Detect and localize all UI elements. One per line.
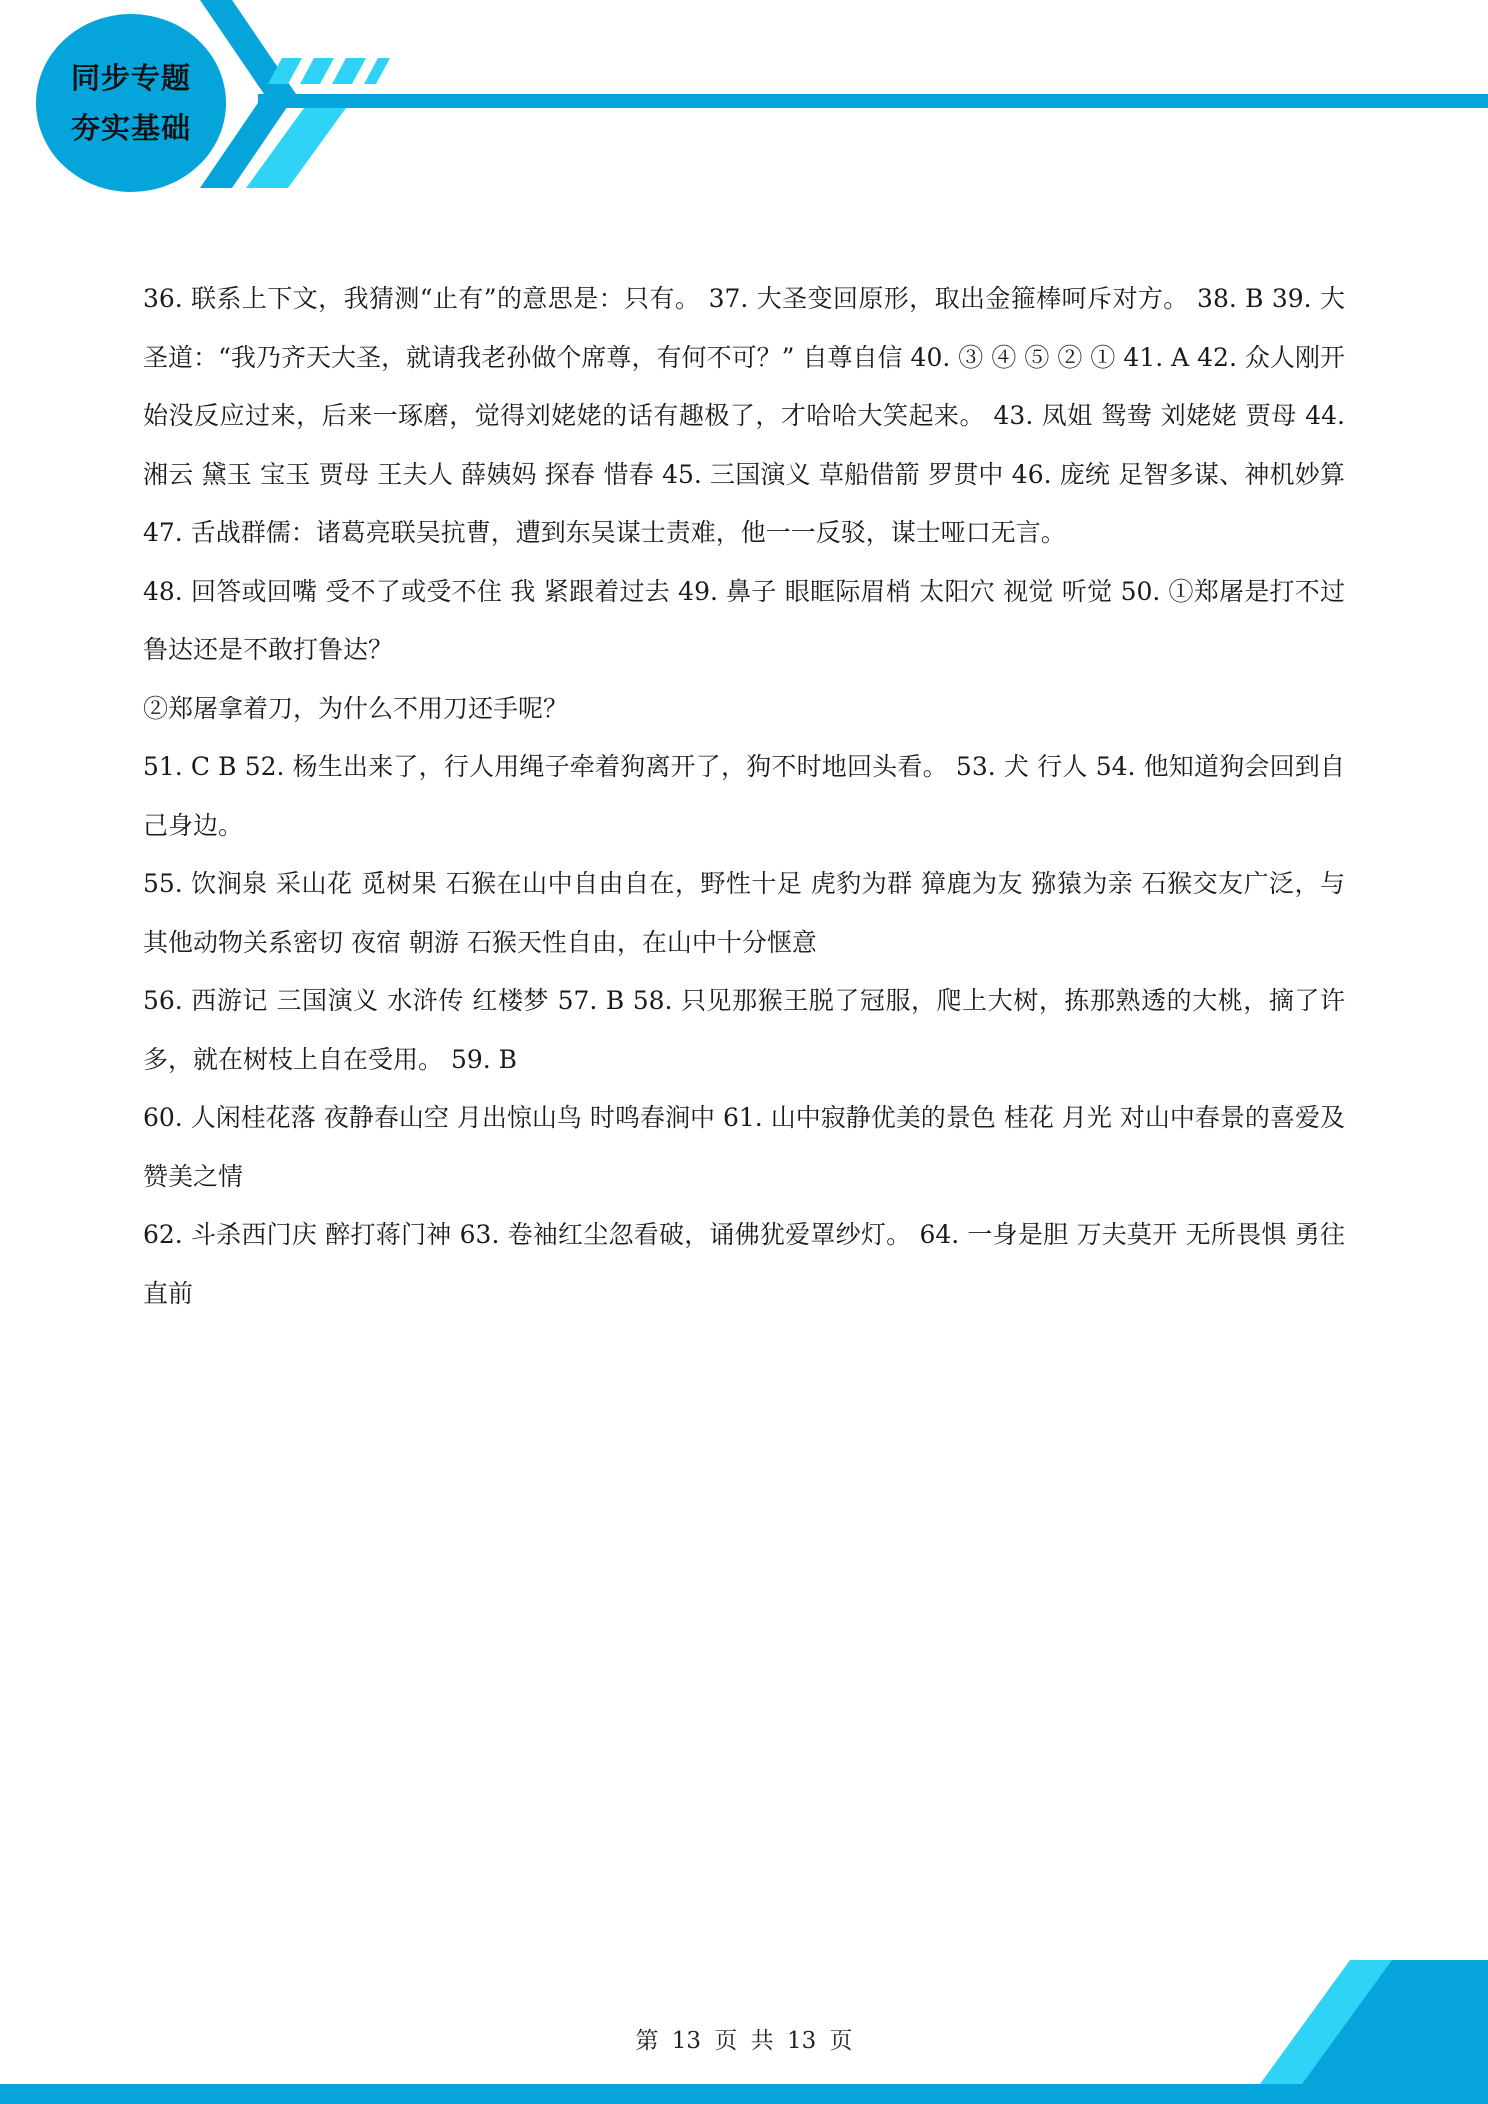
header-stripe-3 — [332, 58, 366, 84]
header-stripe-2 — [300, 58, 334, 84]
header-rule — [258, 94, 1488, 108]
answer-paragraph: 55. 饮涧泉 采山花 觅树果 石猴在山中自由自在，野性十足 虎豹为群 獐鹿为友 猕猿为亲 石猴交友广泛，与其他动物关系密切 夜宿 朝游 石猴天性自由，在山中十分惬意 — [143, 869, 1345, 957]
footer-rule — [0, 2084, 1488, 2104]
answer-paragraph: ②郑屠拿着刀，为什么不用刀还手呢？ — [143, 693, 569, 723]
answer-paragraph: 60. 人闲桂花落 夜静春山空 月出惊山鸟 时鸣春涧中 61. 山中寂静优美的景色 桂花 月光 对山中春景的喜爱及赞美之情 — [143, 1103, 1345, 1191]
answer-paragraph: 48. 回答或回嘴 受不了或受不住 我 紧跟着过去 49. 鼻子 眼眶际眉梢 太阳穴 视觉 听觉 50. ①郑屠是打不过鲁达还是不敢打鲁达？ — [143, 576, 1345, 664]
page-number: 第 13 页 共 13 页 — [635, 2028, 853, 2054]
section-badge — [36, 14, 226, 192]
badge-title-line2: 夯实基础 — [70, 111, 191, 145]
answer-content — [143, 270, 1345, 1323]
badge-title-line1: 同步专题 — [70, 61, 191, 95]
answer-paragraph: 51. C B 52. 杨生出来了，行人用绳子牵着狗离开了，狗不时地回头看。 53. 犬 行人 54. 他知道狗会回到自己身边。 — [143, 752, 1345, 840]
answer-paragraph: 56. 西游记 三国演义 水浒传 红楼梦 57. B 58. 只见那猴王脱了冠服，爬上大树，拣那熟透的大桃，摘了许多，就在树枝上自在受用。 59. B — [143, 986, 1345, 1074]
header-stripe-4 — [364, 58, 390, 84]
answer-paragraph: 62. 斗杀西门庆 醉打蒋门神 63. 卷袖红尘忽看破，诵佛犹爱罩纱灯。 64. 一身是胆 万夫莫开 无所畏惧 勇往直前 — [143, 1220, 1345, 1308]
answer-paragraph: 36. 联系上下文，我猜测“止有”的意思是：只有。 37. 大圣变回原形，取出金箍棒呵斥对方。 38. B 39. 大圣道：“我乃齐天大圣，就请我老孙做个席尊，有何不可？” 自尊自信 40. ③ ④ ⑤ ② ① 41. A 42. 众人刚开始没反应过来，后来一琢磨，觉得刘姥姥的话有趣极了，才哈哈大笑起来。 43. 凤姐 鸳鸯 刘姥姥 贾母 44. 湘云 黛玉 宝玉 贾母 王夫人 薛姨妈 探春 惜春 45. 三国演义 草船借箭 罗贯中 46. 庞统 足智多谋、神机妙算 47. 舌战群儒：诸葛亮联吴抗曹，遭到东吴谋士责难，他一一反驳，谋士哑口无言。 — [143, 284, 1345, 547]
